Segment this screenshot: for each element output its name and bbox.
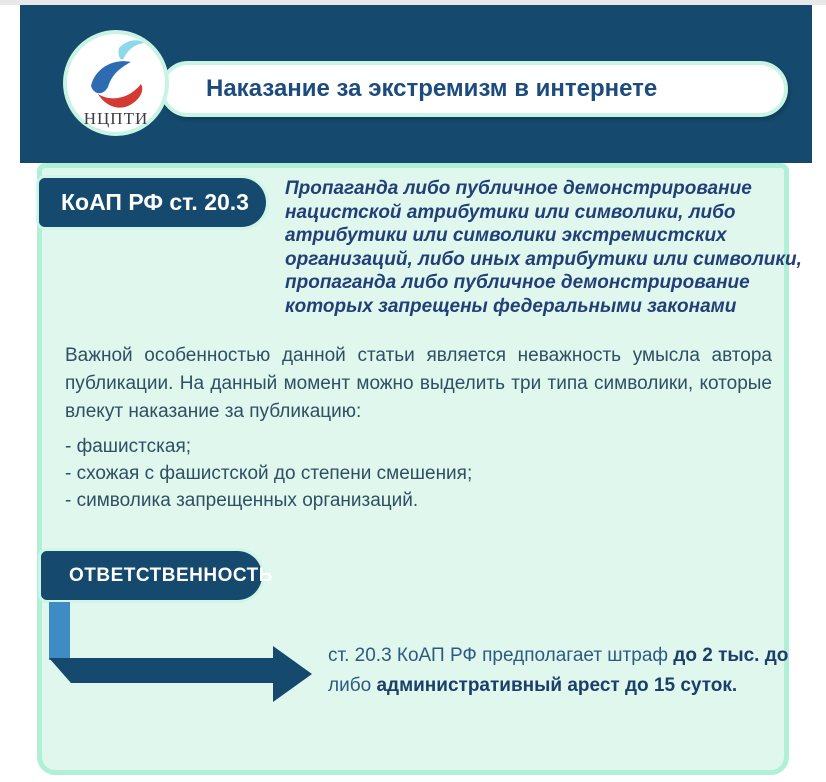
logo-text: НЦПТИ — [83, 109, 149, 128]
penalty-fine: до 2 тыс. до — [673, 645, 789, 666]
penalty-mid: либо — [328, 675, 377, 696]
logo-badge — [63, 30, 169, 136]
title-banner — [160, 61, 788, 117]
penalty-arrest: административный арест до 15 суток. — [376, 675, 738, 696]
responsibility-badge — [41, 551, 273, 600]
logo-swoosh-icon — [69, 36, 163, 130]
responsibility-badge-label: ОТВЕТСТВЕННОСТЬ — [69, 564, 273, 586]
penalty-line-1 — [328, 641, 788, 671]
penalty-prefix: ст. 20.3 КоАП РФ предполагает штраф — [328, 645, 674, 666]
quote-line: которых запрещены федеральными законами — [285, 295, 737, 317]
article-badge-label: КоАП РФ ст. 20.3 — [61, 189, 249, 215]
article-badge — [39, 178, 266, 227]
list-item: - фашистская; — [65, 436, 192, 457]
penalty-line-2 — [328, 671, 788, 701]
header-banner — [20, 5, 812, 163]
symbol-types-list — [65, 433, 772, 514]
quote-line: атрибутики или символики экстремистских — [285, 225, 727, 246]
quote-line: Пропаганда либо публичное демонстрирование — [285, 178, 752, 199]
article-quote — [285, 177, 800, 318]
penalty-text — [328, 641, 788, 701]
list-item: - схожая с фашистской до степени смешения; — [65, 463, 473, 484]
page-title: Наказание за экстремизм в интернете — [206, 75, 658, 102]
body-text — [65, 342, 772, 514]
body-paragraph: Важной особенностью данной статьи является неважность умысла автора публикации. На данный момент можно выделить три типа символики, которые влекут наказание за публикацию: — [65, 345, 772, 422]
quote-line: нацистской атрибутики или символики, либо — [285, 201, 736, 223]
arrow-connector-icon — [40, 595, 325, 707]
quote-line: организаций, либо иных атрибутики или символики, — [285, 248, 802, 270]
quote-line: пропаганда либо публичное демонстрирование — [285, 272, 750, 293]
list-item: - символика запрещенных организаций. — [65, 490, 419, 511]
